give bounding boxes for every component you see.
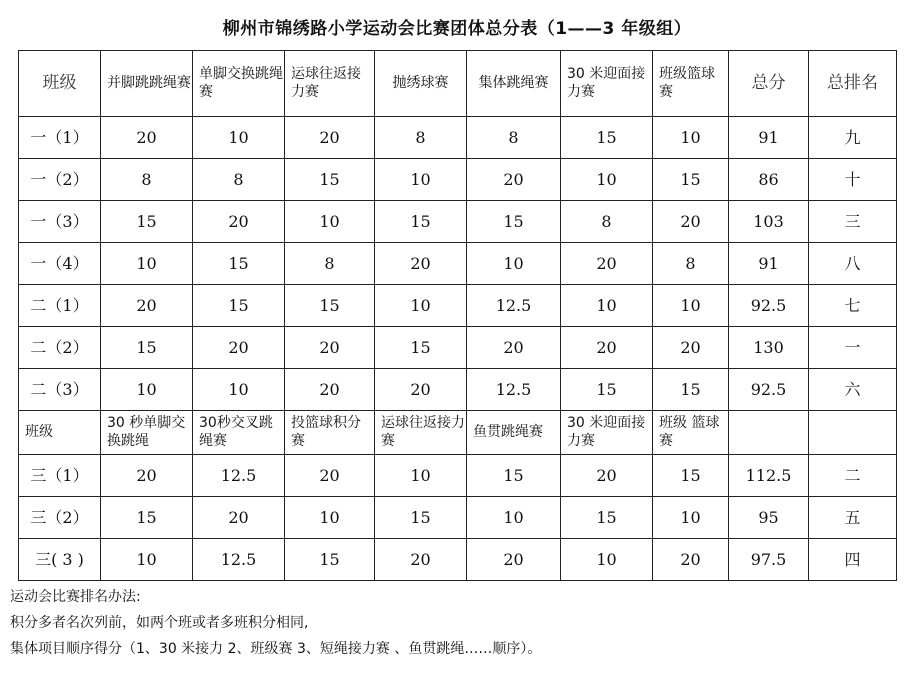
table-row — [19, 455, 897, 497]
class-cell: 二（3） — [19, 369, 101, 411]
score-cell: 20 — [467, 159, 561, 201]
table-row — [19, 327, 897, 369]
score-cell: 20 — [285, 455, 375, 497]
total-cell: 91 — [729, 243, 809, 285]
score-table — [18, 50, 897, 581]
score-cell: 20 — [467, 327, 561, 369]
score-cell: 15 — [467, 201, 561, 243]
notes-line: 积分多者名次列前，如两个班或者多班积分相同, — [10, 615, 309, 631]
event-header — [809, 411, 897, 455]
rank-cell: 六 — [809, 369, 897, 411]
class-cell: 一（2） — [19, 159, 101, 201]
class-header: 班级 — [19, 411, 101, 455]
score-cell: 10 — [375, 159, 467, 201]
score-cell: 20 — [561, 327, 653, 369]
score-cell: 10 — [193, 369, 285, 411]
score-cell: 10 — [101, 539, 193, 581]
score-cell: 15 — [561, 497, 653, 539]
score-cell: 8 — [467, 117, 561, 159]
score-cell: 15 — [561, 369, 653, 411]
event-header: 集体跳绳赛 — [467, 51, 561, 117]
score-cell: 15 — [101, 327, 193, 369]
score-cell: 12.5 — [193, 539, 285, 581]
event-header: 班级 篮球赛 — [653, 411, 729, 455]
rank-cell: 四 — [809, 539, 897, 581]
score-cell: 10 — [375, 455, 467, 497]
notes-line: 集体项目顺序得分（1、30 米接力 2、班级赛 3、短绳接力赛 、鱼贯跳绳……顺序）。 — [10, 641, 542, 657]
event-header: 运球往返接力赛 — [285, 51, 375, 117]
score-cell: 15 — [101, 497, 193, 539]
score-cell: 15 — [285, 285, 375, 327]
score-cell: 10 — [561, 539, 653, 581]
table-row — [19, 369, 897, 411]
total-cell: 97.5 — [729, 539, 809, 581]
score-cell: 10 — [653, 117, 729, 159]
event-header: 投篮球积分赛 — [285, 411, 375, 455]
event-header: 30 米迎面接力赛 — [561, 411, 653, 455]
score-cell: 12.5 — [193, 455, 285, 497]
score-cell: 10 — [561, 159, 653, 201]
class-cell: 一（1） — [19, 117, 101, 159]
rank-cell: 五 — [809, 497, 897, 539]
score-cell: 15 — [653, 159, 729, 201]
table-row — [19, 539, 897, 581]
class-cell: 二（2） — [19, 327, 101, 369]
rank-cell: 一 — [809, 327, 897, 369]
rank-cell: 八 — [809, 243, 897, 285]
header-row — [19, 411, 897, 455]
class-cell: 三（2） — [19, 497, 101, 539]
event-header: 并脚跳跳绳赛 — [101, 51, 193, 117]
score-cell: 10 — [467, 243, 561, 285]
event-header — [729, 411, 809, 455]
total-cell: 91 — [729, 117, 809, 159]
class-cell: 三( 3 ) — [19, 539, 101, 581]
score-cell: 20 — [101, 117, 193, 159]
score-cell: 15 — [193, 285, 285, 327]
score-cell: 10 — [101, 243, 193, 285]
table-row — [19, 243, 897, 285]
total-cell: 103 — [729, 201, 809, 243]
score-cell: 20 — [653, 327, 729, 369]
score-cell: 10 — [561, 285, 653, 327]
score-cell: 15 — [193, 243, 285, 285]
total-header: 总分 — [729, 51, 809, 117]
score-cell: 15 — [285, 539, 375, 581]
rank-cell: 九 — [809, 117, 897, 159]
score-cell: 20 — [653, 201, 729, 243]
event-header: 单脚交换跳绳赛 — [193, 51, 285, 117]
score-cell: 8 — [101, 159, 193, 201]
score-cell: 20 — [375, 243, 467, 285]
table-row — [19, 159, 897, 201]
score-cell: 20 — [285, 117, 375, 159]
table-row — [19, 117, 897, 159]
score-cell: 20 — [467, 539, 561, 581]
score-cell: 12.5 — [467, 369, 561, 411]
score-cell: 8 — [375, 117, 467, 159]
event-header: 30秒交叉跳绳赛 — [193, 411, 285, 455]
table-row — [19, 285, 897, 327]
score-cell: 10 — [101, 369, 193, 411]
page-title: 柳州市锦绣路小学运动会比赛团体总分表（1——3 年级组） — [222, 19, 692, 39]
event-header: 班级篮球赛 — [653, 51, 729, 117]
class-header: 班级 — [19, 51, 101, 117]
score-cell: 20 — [285, 327, 375, 369]
class-cell: 一（4） — [19, 243, 101, 285]
score-cell: 10 — [375, 285, 467, 327]
score-cell: 20 — [561, 243, 653, 285]
event-header: 30 秒单脚交换跳绳 — [101, 411, 193, 455]
table-row — [19, 497, 897, 539]
class-cell: 一（3） — [19, 201, 101, 243]
score-cell: 8 — [193, 159, 285, 201]
total-cell: 112.5 — [729, 455, 809, 497]
class-cell: 三（1） — [19, 455, 101, 497]
total-cell: 95 — [729, 497, 809, 539]
header-row — [19, 51, 897, 117]
score-cell: 15 — [467, 455, 561, 497]
score-cell: 15 — [375, 497, 467, 539]
total-cell: 86 — [729, 159, 809, 201]
score-cell: 20 — [561, 455, 653, 497]
score-cell: 20 — [375, 369, 467, 411]
score-cell: 10 — [193, 117, 285, 159]
score-cell: 15 — [101, 201, 193, 243]
score-cell: 12.5 — [467, 285, 561, 327]
rank-cell: 二 — [809, 455, 897, 497]
score-cell: 20 — [193, 327, 285, 369]
score-cell: 8 — [285, 243, 375, 285]
class-cell: 二（1） — [19, 285, 101, 327]
score-cell: 10 — [285, 201, 375, 243]
score-cell: 20 — [101, 455, 193, 497]
score-cell: 20 — [193, 497, 285, 539]
total-cell: 92.5 — [729, 285, 809, 327]
table-row — [19, 201, 897, 243]
score-cell: 20 — [653, 539, 729, 581]
event-header: 30 米迎面接力赛 — [561, 51, 653, 117]
score-cell: 15 — [561, 117, 653, 159]
event-header: 鱼贯跳绳赛 — [467, 411, 561, 455]
score-cell: 8 — [653, 243, 729, 285]
score-cell: 8 — [561, 201, 653, 243]
score-cell: 20 — [101, 285, 193, 327]
score-cell: 10 — [467, 497, 561, 539]
event-header: 抛绣球赛 — [375, 51, 467, 117]
rank-cell: 七 — [809, 285, 897, 327]
notes-heading: 运动会比赛排名办法: — [10, 589, 141, 605]
score-cell: 15 — [375, 327, 467, 369]
score-cell: 20 — [375, 539, 467, 581]
score-cell: 15 — [653, 455, 729, 497]
event-header: 运球往返接力赛 — [375, 411, 467, 455]
score-cell: 10 — [653, 497, 729, 539]
score-cell: 10 — [285, 497, 375, 539]
score-cell: 20 — [285, 369, 375, 411]
score-cell: 15 — [285, 159, 375, 201]
total-cell: 92.5 — [729, 369, 809, 411]
score-cell: 15 — [375, 201, 467, 243]
rank-cell: 十 — [809, 159, 897, 201]
rank-header: 总排名 — [809, 51, 897, 117]
score-cell: 10 — [653, 285, 729, 327]
ranking-notes — [10, 584, 541, 662]
total-cell: 130 — [729, 327, 809, 369]
score-cell: 20 — [193, 201, 285, 243]
rank-cell: 三 — [809, 201, 897, 243]
score-cell: 15 — [653, 369, 729, 411]
